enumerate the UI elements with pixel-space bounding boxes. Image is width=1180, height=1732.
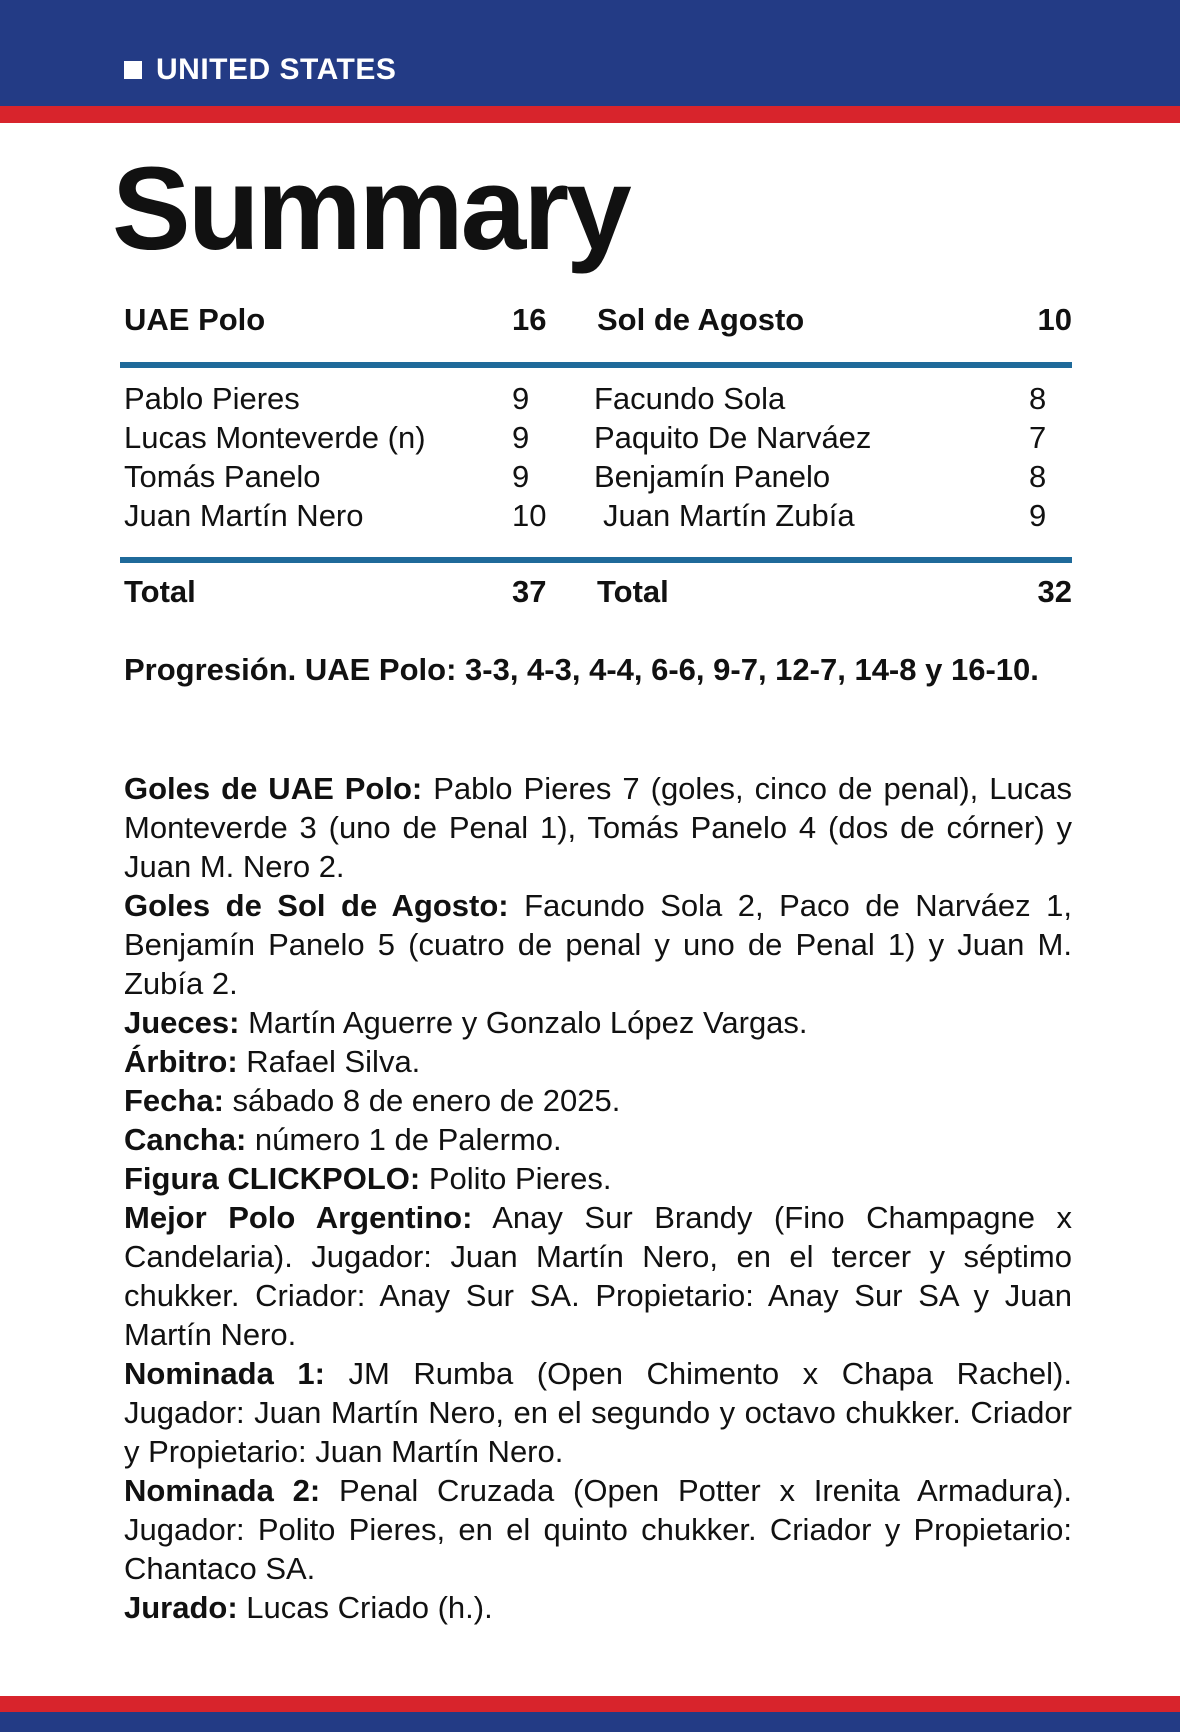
detail-paragraph	[124, 769, 1072, 886]
home-team-name: UAE Polo	[124, 302, 266, 337]
home-total-label: Total	[124, 574, 196, 609]
player-row	[120, 420, 1072, 459]
away-total-value: 32	[1037, 574, 1072, 609]
table-rule-bottom	[120, 557, 1072, 563]
away-player-name: Facundo Sola	[594, 381, 786, 416]
away-player-name: Paquito De Narváez	[594, 420, 872, 455]
detail-paragraph	[124, 1081, 1072, 1120]
detail-paragraph	[124, 1354, 1072, 1471]
detail-text: Martín Aguerre y Gonzalo López Vargas.	[239, 1005, 808, 1040]
detail-label: Cancha:	[124, 1122, 247, 1157]
detail-text: número 1 de Palermo.	[246, 1122, 562, 1157]
away-player-handicap: 8	[1029, 381, 1047, 416]
away-total-label: Total	[597, 574, 669, 609]
player-row	[120, 381, 1072, 420]
home-player-handicap: 10	[512, 498, 547, 533]
detail-paragraph	[124, 1120, 1072, 1159]
detail-label: Fecha:	[124, 1083, 224, 1118]
detail-label: Figura CLICKPOLO:	[124, 1161, 421, 1196]
section-label-text: UNITED STATES	[156, 53, 397, 86]
footer-stripe	[0, 1696, 1180, 1712]
away-player-handicap: 8	[1029, 459, 1047, 494]
detail-text: Pablo Pieres 7 (goles, cinco de penal), Lucas Monteverde 3 (uno de Penal 1), Tomás Panelo 4 (dos de córner) y Juan M. Nero 2.	[124, 771, 1072, 884]
detail-paragraph	[124, 886, 1072, 1003]
footer-band	[0, 1712, 1180, 1732]
detail-text: Anay Sur Brandy (Fino Champagne x Candelaria). Jugador: Juan Martín Nero, en el tercer y séptimo chukker. Criador: Anay Sur SA. Propietario: Anay Sur SA y Juan Martín Nero.	[124, 1200, 1072, 1352]
detail-label: Goles de Sol de Agosto:	[124, 888, 509, 923]
home-player-name: Lucas Monteverde (n)	[124, 420, 426, 455]
home-player-handicap: 9	[512, 420, 530, 455]
away-player-handicap: 9	[1029, 498, 1047, 533]
detail-paragraph	[124, 1471, 1072, 1588]
detail-text: JM Rumba (Open Chimento x Chapa Rachel). Jugador: Juan Martín Nero, en el segundo y octavo chukker. Criador y Propietario: Juan Martín Nero.	[124, 1356, 1072, 1469]
table-rule-top	[120, 362, 1072, 368]
detail-text: Polito Pieres.	[420, 1161, 612, 1196]
player-row	[120, 498, 1072, 537]
home-player-handicap: 9	[512, 381, 530, 416]
detail-label: Nominada 1:	[124, 1356, 325, 1391]
detail-paragraph	[124, 1588, 1072, 1627]
detail-label: Árbitro:	[124, 1044, 238, 1079]
teams-header-row	[120, 302, 1072, 341]
detail-paragraph	[124, 1198, 1072, 1354]
detail-paragraph	[124, 1159, 1072, 1198]
away-team-score: 10	[1037, 302, 1072, 337]
home-player-name: Juan Martín Nero	[124, 498, 364, 533]
home-player-name: Tomás Panelo	[124, 459, 321, 494]
detail-label: Jueces:	[124, 1005, 240, 1040]
progression-text: Progresión. UAE Polo: 3-3, 4-3, 4-4, 6-6, 9-7, 12-7, 14-8 y 16-10.	[124, 652, 1039, 687]
detail-text: Lucas Criado (h.).	[237, 1590, 493, 1625]
detail-text: sábado 8 de enero de 2025.	[223, 1083, 621, 1118]
home-player-handicap: 9	[512, 459, 530, 494]
away-player-handicap: 7	[1029, 420, 1047, 455]
page-title: Summary	[112, 143, 629, 275]
home-team-score: 16	[512, 302, 547, 337]
header-stripe	[0, 106, 1180, 123]
away-team-name: Sol de Agosto	[597, 302, 805, 337]
totals-row	[120, 574, 1072, 613]
home-player-name: Pablo Pieres	[124, 381, 300, 416]
away-player-name: Juan Martín Zubía	[603, 498, 855, 533]
detail-label: Goles de UAE Polo:	[124, 771, 423, 806]
detail-paragraph	[124, 1042, 1072, 1081]
match-details	[124, 769, 1072, 1627]
detail-label: Jurado:	[124, 1590, 238, 1625]
detail-text: Facundo Sola 2, Paco de Narváez 1, Benjamín Panelo 5 (cuatro de penal y uno de Penal 1) y Juan M. Zubía 2.	[124, 888, 1072, 1001]
away-player-name: Benjamín Panelo	[594, 459, 831, 494]
detail-text: Rafael Silva.	[237, 1044, 421, 1079]
detail-label: Mejor Polo Argentino:	[124, 1200, 473, 1235]
home-total-value: 37	[512, 574, 547, 609]
section-label	[124, 50, 396, 90]
player-row	[120, 459, 1072, 498]
detail-text: Penal Cruzada (Open Potter x Irenita Armadura). Jugador: Polito Pieres, en el quinto chukker. Criador y Propietario: Chantaco SA.	[124, 1473, 1072, 1586]
detail-label: Nominada 2:	[124, 1473, 321, 1508]
detail-paragraph	[124, 1003, 1072, 1042]
square-bullet-icon	[124, 61, 142, 79]
players-table	[120, 381, 1072, 537]
